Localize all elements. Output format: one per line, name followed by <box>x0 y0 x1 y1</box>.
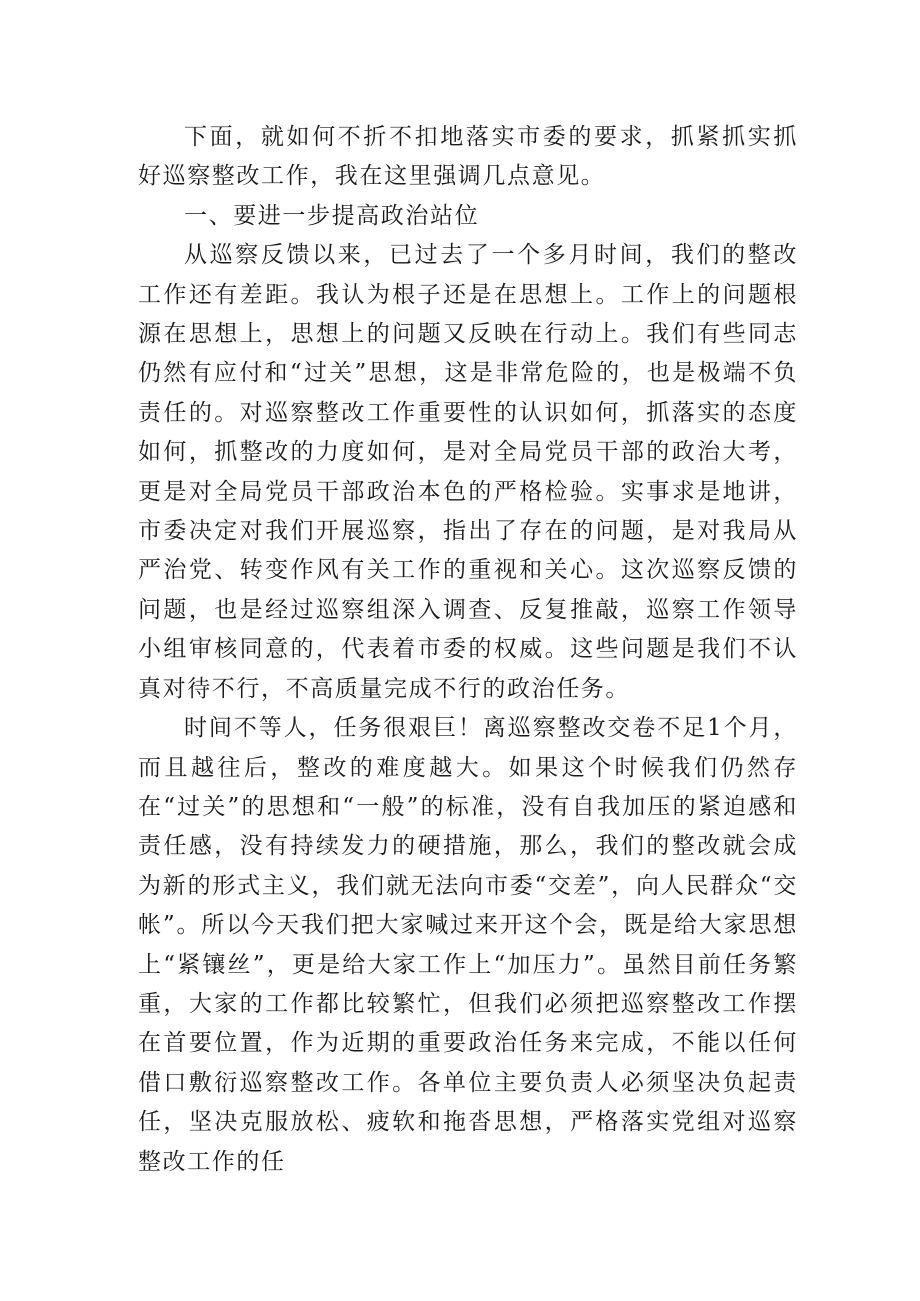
body-paragraph: 时间不等人，任务很艰巨！离巡察整改交卷不足1个月，而且越往后，整改的难度越大。如果这个时候我们仍然存在“过关”的思想和“一般”的标准，没有自我加压的紧迫感和责任感，没有持续发力的硬措施，那么，我们的整改就会成为新的形式主义，我们就无法向市委“交差”，向人民群众“交帐”。所以今天我们把大家喊过来开这个会，既是给大家思想上“紧镶丝”，更是给大家工作上“加压力”。虽然目前任务繁重，大家的工作都比较繁忙，但我们必须把巡察整改工作摆在首要位置，作为近期的重要政治任务来完成，不能以任何借口敷衍巡察整改工作。各单位主要负责人必须坚决负起责任，坚决克服放松、疲软和拖沓思想，严格落实党组对巡察整改工作的任 <box>138 715 798 1175</box>
document-body <box>138 118 798 1182</box>
section-heading: 一、要进一步提高政治站位 <box>184 202 480 229</box>
intro-paragraph: 下面，就如何不折不扣地落实市委的要求，抓紧抓实抓好巡察整改工作，我在这里强调几点意见。 <box>138 124 798 190</box>
body-paragraph: 从巡察反馈以来，已过去了一个多月时间，我们的整改工作还有差距。我认为根子还是在思想上。工作上的问题根源在思想上，思想上的问题又反映在行动上。我们有些同志仍然有应付和“过关”思想，这是非常危险的，也是极端不负责任的。对巡察整改工作重要性的认识如何，抓落实的态度如何，抓整改的力度如何，是对全局党员干部的政治大考，更是对全局党员干部政治本色的严格检验。实事求是地讲，市委决定对我们开展巡察，指出了存在的问题，是对我局从严治党、转变作风有关工作的重视和关心。这次巡察反馈的问题，也是经过巡察组深入调查、反复推敲，巡察工作领导小组审核同意的，代表着市委的权威。这些问题是我们不认真对待不行，不高质量完成不行的政治任务。 <box>138 242 798 702</box>
